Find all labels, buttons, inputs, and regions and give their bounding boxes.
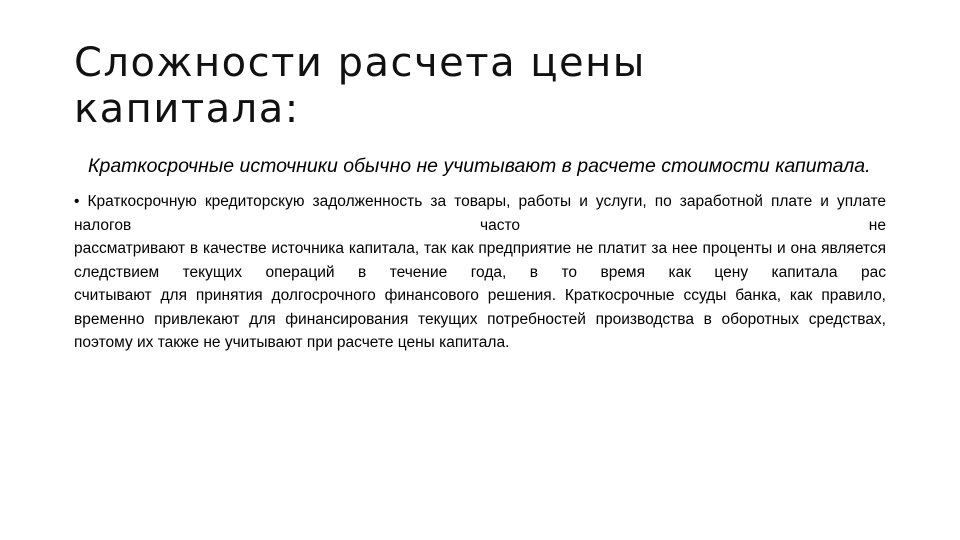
slide-body xyxy=(74,152,886,355)
bullet-text-part-1-content: Краткосрочную кредиторскую задолженность за товары, работы и услуги, по заработной плате и уплате налогов часто не xyxy=(74,193,887,234)
bullet-text-part-2: рассматривают в качестве источника капитала, так как предприятие не платит за нее проценты и она является следствием текущих операций в течение года, в то время как цену капитала рас xyxy=(74,240,886,281)
slide-title xyxy=(74,40,894,132)
bullet-marker: • xyxy=(74,193,80,210)
bullet-item xyxy=(74,190,886,355)
lead-paragraph: Краткосрочные источники обычно не учитывают в расчете стоимости капитала. xyxy=(88,155,871,177)
bullet-text-part-3: считывают для принятия долгосрочного финансового решения. Краткосрочные ссуды банка, как правило, временно привлекают для финансирования текущих потребностей производства в оборотных средствах, поэтому их также не учитывают при расчете цены капитала. xyxy=(74,287,886,351)
slide-title-line-1: Сложности расчета цены xyxy=(74,40,646,86)
bullet-text-part-1 xyxy=(74,190,886,237)
slide-title-line-2: капитала: xyxy=(74,86,300,132)
